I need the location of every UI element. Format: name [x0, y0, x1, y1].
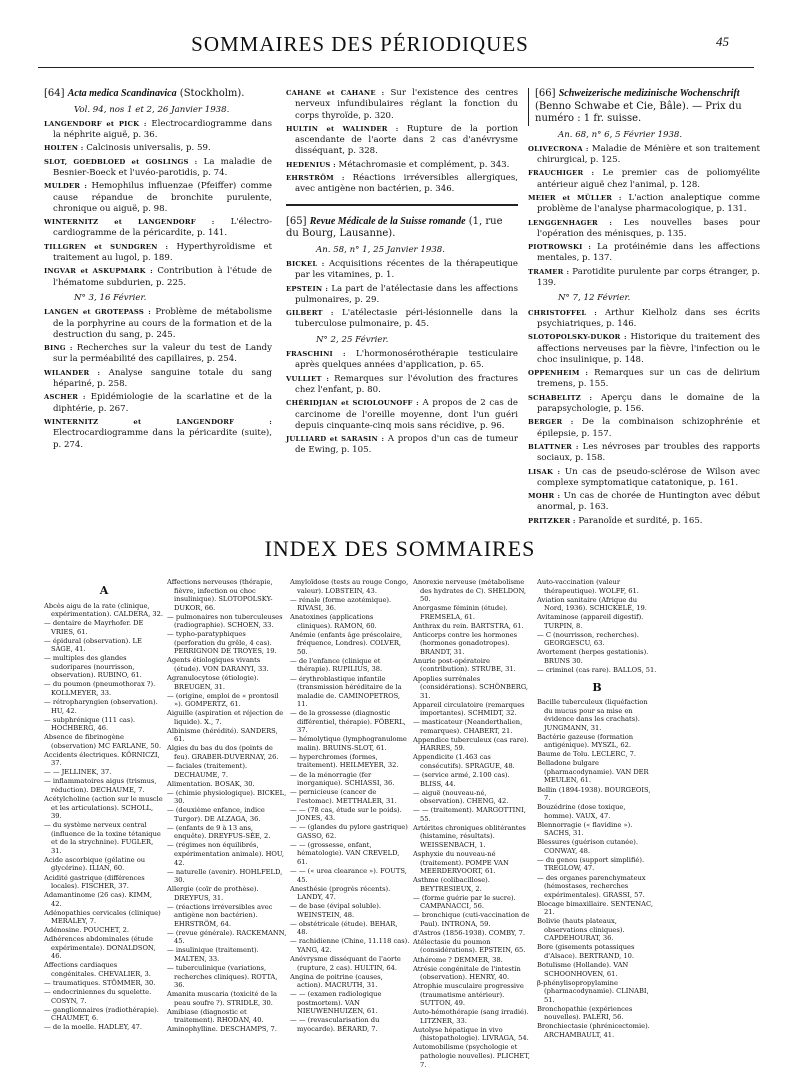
index-entry: Amibiase (diagnostic et traitement). RHODAN, 40.: [167, 1007, 264, 1025]
index-entry: Agents étiologiques vivants (étude). VON DARANYI, 33.: [167, 656, 269, 673]
entry-authors: WINTERNITZ et LANGENDORF :: [44, 417, 272, 426]
index-entry: — pernicieuse (cancer de l'estomac). METTHALER, 31.: [290, 788, 397, 805]
index-entry: Acidité gastrique (différences locales). FISCHER, 37.: [44, 873, 145, 891]
entry-list: [528, 308, 760, 527]
index-column-2: [167, 578, 287, 1034]
entry-text: A propos d'un cas de tumeur de Ewing, p. 105.: [295, 434, 519, 456]
journal-location: (1, rue du Bourg, Lausanne).: [286, 215, 503, 240]
summary-entry: [528, 193, 760, 216]
index-entry: β-phénylisopropylamine (pharmacodynamie). CLINABI, 51.: [537, 978, 649, 1004]
summary-entry: [44, 217, 272, 240]
index-entry: — bronchique (cuti-vaccination de Paul). INTRONA, 59.: [413, 911, 530, 928]
entry-authors: CAHANE et CAHANE :: [286, 89, 385, 97]
index-entry: Atélectasie du poumon (considérations). EPSTEIN, 65.: [413, 937, 526, 955]
entry-authors: SLOTOPOLSKY-DUKOR :: [528, 333, 627, 342]
entry-authors: LANGENDORF et PICK :: [44, 119, 147, 128]
index-entry: — — (grossesse, enfant, hématologie). VAN CREVELD, 61.: [290, 840, 400, 866]
index-entry: — (forme guérie par le sucre). CAMPANACCI, 56.: [413, 893, 516, 911]
summary-entry: [44, 392, 272, 415]
index-entry: Appendicite (1.463 cas consécutifs). SPRAGUE, 48.: [413, 753, 515, 770]
entry-text: Epidémiologie de la scarlatine et de la diphtérie, p. 267.: [53, 392, 272, 414]
index-entry: — typho-paratyphiques (perforation du grêle, 4 cas). PERRIGNON DE TROYES, 19.: [167, 630, 277, 656]
entry-authors: PIOTROWSKI :: [528, 243, 592, 252]
journal-title: Revue Médicale de la Suisse romande: [309, 215, 466, 227]
index-entry: Adamantinome (26 cas). KIMM, 42.: [44, 891, 153, 908]
entry-text: L'hormonosérothérapie testiculaire après quelques années d'application, p. 65.: [295, 349, 518, 371]
summary-entry: [286, 124, 518, 158]
entry-text: L'atélectasie péri-lésionnelle dans la tuberculose pulmonaire, p. 45.: [295, 308, 519, 330]
index-entry: — C (nourrisson, recherches). GEORGESCU, 63.: [537, 630, 639, 648]
index-entry: Baume de Tolu. LECLERC, 7.: [537, 750, 636, 759]
section-number: [66]: [535, 88, 556, 99]
index-entry: — du poumon (pneumothorax ?). KOLLMEYER, 33.: [44, 680, 156, 698]
index-entry: — — (glandes du pylore gastrique) GASSO, 62.: [290, 823, 408, 840]
summary-entry: [286, 173, 518, 196]
journal-title: Schweizerische medizinische Wochenschrift: [558, 88, 740, 99]
issue-line: Vol. 94, nos 1 et 2, 26 Janvier 1938.: [74, 104, 230, 115]
entry-authors: PRITZKER :: [528, 516, 576, 525]
header-rule: [38, 67, 754, 68]
index-entry: — (chimie physiologique). BICKEL, 30.: [167, 788, 287, 806]
entry-authors: HULTIN et WALINDER :: [286, 124, 399, 133]
index-entry: — ganglionnaires (radiothérapie). CHAUMET, 6.: [44, 1005, 159, 1023]
summary-entry: [528, 368, 760, 391]
summary-entry: [286, 284, 518, 307]
index-entry: — obstétricale (étude). BEHAR, 48.: [290, 919, 398, 937]
entry-authors: FRAUCHIGER :: [528, 169, 595, 178]
section-number: [64]: [44, 88, 65, 99]
summary-entry: [44, 242, 272, 265]
entry-authors: SLOT, GOEDBLOED et GOSLINGS :: [44, 157, 198, 166]
entry-text: Calcinosis universalis, p. 59.: [86, 143, 211, 154]
index-entry: — (enfants de 9 à 13 ans, enquête). DREYFUS-SÉE, 2.: [167, 823, 271, 841]
index-entry: — du genou (support simplifié). TREGLOW, 47.: [537, 855, 645, 873]
index-column-4: [413, 578, 533, 1070]
index-entry: — — (traitement). MARGOTTINI, 55.: [413, 806, 526, 823]
entry-text: Hyperthyroïdisme et traitement au lugol, p. 189.: [53, 241, 272, 264]
entry-authors: BICKEL :: [286, 259, 325, 268]
index-entry: Allergie (coïr de prothèse). DREYFUS, 31.: [167, 885, 259, 902]
summary-entry: [44, 143, 272, 154]
entry-authors: BLATTNER :: [528, 442, 579, 451]
summary-entry: [528, 442, 760, 465]
entry-list: [286, 88, 518, 196]
index-entry: — — JELLINEK, 37.: [44, 768, 112, 777]
index-entry: Appendice tuberculeux (cas rare). HARRES, 59.: [413, 735, 529, 753]
entry-authors: HEDENIUS :: [286, 160, 336, 169]
index-entry: Automobilisme (psychologie et pathologie nouvelles). PLICHET, 7.: [413, 1043, 530, 1069]
summary-entry: [528, 218, 760, 241]
index-entry: Avitaminose (appareil digestif). TURPIN, 8.: [537, 613, 644, 630]
index-entry: Anorgasme féminin (étude). FREMSELA, 61.: [413, 604, 508, 621]
entry-text: Contribution à l'étude de l'hématome subdurien, p. 225.: [53, 266, 273, 288]
entry-text: Sur l'existence des centres nerveux infundibulaires réglant la fonction du corps thyroïde, p. 320.: [295, 88, 519, 121]
summary-entry: [528, 491, 760, 514]
journal-title: Acta medica Scandinavica: [67, 88, 177, 99]
summary-entry: [44, 368, 272, 391]
index-entry: — insulinique (traitement). MALTEN, 33.: [167, 946, 259, 964]
summary-entry: [528, 242, 760, 265]
entry-authors: TILLGREN et SUNDGREN :: [44, 242, 169, 251]
index-entry: Amanita muscaria (toxicité de la peau soufre ?). STRIDLE, 30.: [167, 990, 278, 1007]
entry-text: L'électro-cardiogramme de la péricardite, p. 141.: [53, 217, 273, 239]
index-entry: Albinisme (hérédité). SANDERS, 61.: [167, 726, 278, 744]
index-entry: Atrésie congénitale de l'intestin (observation). HENRY, 40.: [413, 964, 521, 982]
entry-authors: HOLTEN :: [44, 144, 84, 153]
index-entry: — (réactions irréversibles avec antigène non bactérien). EHRSTRÖM, 64.: [167, 902, 273, 928]
entry-authors: EPSTEIN :: [286, 284, 329, 293]
index-entry: — de la grossesse (diagnostic différentiel, thérapie). FÖBERL, 37.: [290, 709, 406, 735]
entry-text: Réactions irréversibles allergiques, avec antigène non bactérien, p. 346.: [295, 173, 519, 195]
index-entry: — naturelle (avenir). HOHLFELD, 30.: [167, 867, 283, 885]
issue-line: An. 58, n° 1, 25 Janvier 1938.: [316, 244, 445, 255]
index-entry: Asthme (colibacillose). BEYTRESIEUX, 2.: [413, 876, 490, 893]
index-entry: Anticorps contre les hormones (hormones gonadotropes). BRANDT, 31.: [413, 630, 518, 656]
summary-entry: [528, 168, 760, 191]
summary-entry: [286, 434, 518, 457]
index-entry: Bouzédrine (dose toxique, homme). VAUX, 47.: [537, 803, 626, 820]
summary-entry: [286, 160, 518, 171]
index-entry: — des organes parenchymateux (hémostases, recherches expérimentales). GRASSI, 57.: [537, 873, 646, 899]
index-entry: — faciales (traitement). DECHAUME, 7.: [167, 761, 248, 779]
journal-location: (Benno Schwabe et Cie, Bâle). — Prix du numéro : 1 fr. suisse.: [535, 100, 742, 124]
index-entry: Bore (gisements potassiques d'Alsace). BERTRAND, 10.: [537, 943, 635, 960]
entry-text: Métachromasie et complément, p. 343.: [338, 159, 510, 170]
entry-authors: MULDER :: [44, 182, 88, 191]
summary-entry: [528, 308, 760, 331]
index-entry: Bellin (1894-1938). BOURGEOIS, 7.: [537, 785, 651, 803]
index-entry: Amyloïdose (tests au rouge Congo, valeur). LOBSTEIN, 43.: [290, 578, 409, 595]
summary-column-3: [528, 88, 760, 529]
summary-entry: [286, 374, 518, 397]
index-entry: Botulisme (Hollande). VAN SCHOONHOVEN, 61.: [537, 960, 629, 978]
index-entry: Anatoxines (applications cliniques). RAMON, 60.: [290, 613, 377, 630]
entry-authors: WILANDER :: [44, 368, 101, 377]
index-entry: Anévrysme disséquant de l'aorte (rupture, 2 cas). HULTIN, 64.: [290, 955, 401, 972]
journal-location: (Stockholm).: [179, 88, 245, 99]
summary-entry: [44, 343, 272, 366]
index-entry: Adénopathies cervicales (clinique) MERALEY, 7.: [44, 908, 161, 926]
entry-text: La part de l'atélectasie dans les affections pulmonaires, p. 29.: [295, 283, 518, 305]
entry-authors: LENGGENHAGER :: [528, 218, 613, 227]
entry-text: Parotidite purulente par corps étranger, p. 139.: [537, 266, 760, 289]
summary-entry: [286, 308, 518, 331]
index-entry: — rachidienne (Chine, 11.118 cas). YANG, 42.: [290, 937, 410, 954]
index-entry: Affections cardiaques congénitales. CHEVALIER, 3.: [44, 961, 151, 979]
index-entry: — multiples des glandes sudoripares (nourrisson, observation). RUBINO, 61.: [44, 654, 142, 680]
index-entry: Blocage bimaxillaire. SENTENAC, 21.: [537, 899, 653, 917]
index-entry: — (origine, emploi de « prontosil »). GOMPERTZ, 61.: [167, 691, 279, 709]
summary-entry: [286, 88, 518, 122]
entry-authors: GILBERT :: [286, 309, 334, 318]
entry-authors: LANGEN et GROTEPASS :: [44, 308, 151, 317]
index-entry: Anesthésie (progrès récents). LANDY, 47.: [290, 884, 391, 902]
entry-text: Analyse sanguine totale du sang hépariné, p. 258.: [53, 367, 272, 390]
entry-text: Remarques sur un cas de delirium tremens, p. 155.: [537, 368, 760, 390]
index-entry: Bronchiectasie (phrénicectomie). ARCHAMBAULT, 41.: [537, 1022, 650, 1039]
summary-entry: [44, 181, 272, 215]
summary-entry: [286, 398, 518, 432]
index-entry: Avortement (herpes gestationis). BRUNS 30.: [537, 648, 649, 665]
summary-entry: [44, 157, 272, 180]
index-entry: Appareil circulatoire (remarques importantes). SCHMIDT, 32.: [413, 700, 525, 718]
entry-text: Un cas de pseudo-sclérose de Wilson avec complexe symptomatique catatonique, p. 161.: [537, 466, 760, 488]
index-entry: Belladone bulgare (pharmacodynamie). VAN DER MEULEN, 61.: [537, 759, 649, 785]
index-title: INDEX DES SOMMAIRES: [264, 536, 536, 561]
index-entry: — — (examen radiologique postmortem). VAN NIEUWENHUIZEN, 61.: [290, 990, 382, 1016]
entry-text: Les névroses par troubles des rapports sociaux, p. 158.: [537, 441, 760, 464]
entry-authors: ASCHER :: [44, 393, 86, 402]
index-entry: — — (78 cas, étude sur le poids). JONES, 43.: [290, 805, 402, 823]
index-entry: — inflammatoires aigus (trismus, réduction). DECHAUME, 7.: [44, 777, 157, 795]
index-entry: Auto-hémothérapie (sang irradié). LITZNER, 33.: [413, 1008, 529, 1025]
index-letter: B: [592, 680, 602, 694]
index-entry: Anémie (enfants âge préscolaire, fréquence, Londres). COLVER, 50.: [290, 630, 403, 656]
entry-authors: CHRISTOFFEL :: [528, 308, 597, 317]
index-entry: d'Astros (1856-1938). COMBY, 7.: [413, 928, 526, 937]
summary-column-1: [44, 88, 272, 453]
summary-entry: [44, 119, 272, 142]
entry-text: Recherches sur la valeur du test de Landy sur la perméabilité des capillaires, p. 254.: [53, 343, 272, 365]
entry-text: Rupture de la portion ascendante de l'aorte dans 2 cas d'anévrysme disséquant, p. 328.: [295, 123, 518, 157]
page-title: SOMMAIRES DES PÉRIODIQUES: [191, 32, 529, 56]
page-number: 45: [716, 34, 729, 49]
index-entry: — — (revascularisation du myocarde). BÉRARD, 7.: [290, 1016, 380, 1033]
entry-text: Problème de métabolisme de la porphyrine au cours de la formation et de la destruction du sang, p. 245.: [53, 307, 272, 340]
entry-authors: OLIVECRONA :: [528, 144, 589, 153]
summary-entry: [528, 417, 760, 440]
index-entry: — (régimes non équilibrés, expérimentation animale). HOU, 42.: [167, 841, 285, 867]
index-entry: — de base (évipal soluble). WEINSTEIN, 48.: [290, 902, 381, 919]
issue-line: N° 3, 16 Février.: [74, 292, 147, 303]
index-entry: — (deuxième enfance, indice Turgor). DE ALZAGA, 36.: [167, 806, 265, 823]
entry-authors: OPPENHEIM :: [528, 369, 589, 378]
entry-text: Hemophilus influenzae (Pfeiffer) comme cause répandue de bronchite purulente, chronique ou aiguë, p. 98.: [53, 181, 273, 214]
index-entry: — — (« urea clearance »). FOUTS, 45.: [290, 867, 407, 884]
index-entry: Atrophie musculaire progressive (traumatisme antérieur). SUTTON, 49.: [413, 982, 524, 1008]
index-entry: Bactérie gazeuse (formation antigénique). MYSZL, 62.: [537, 732, 634, 750]
index-entry: — hyperchromes (formes, traitement). HEILMEYER, 32.: [290, 752, 399, 770]
entry-authors: MOHR :: [528, 492, 561, 501]
entry-authors: INGVAR et ASKUPMARK :: [44, 267, 153, 276]
index-entry: — masticateur (Neanderthalien, remarques). CHABERT, 21.: [413, 718, 523, 735]
index-entry: Aminophylline. DESCHAMPS, 7.: [167, 1025, 277, 1034]
summary-column-2: [286, 88, 518, 459]
summary-entry: [44, 417, 272, 451]
index-entry: — rétropharyngien (observation). HU, 42.: [44, 698, 158, 715]
entry-text: De la combinaison schizophrénie et épilepsie, p. 157.: [537, 417, 761, 439]
entry-text: A propos de 2 cas de carcinome de l'oreille moyenne, dont l'un guéri depuis cinquante-cinq mois sans récidive, p. 96.: [295, 398, 519, 431]
entry-text: Aperçu dans le domaine de la parapsychologie, p. 156.: [537, 392, 761, 415]
index-column-1: [44, 578, 164, 1032]
entry-authors: TRAMER :: [528, 267, 570, 276]
index-entry: Bronchopathie (expériences nouvelles). PALERI, 56.: [537, 1004, 633, 1022]
issue-line: N° 2, 25 Février.: [316, 334, 389, 345]
entry-authors: BERGER :: [528, 418, 574, 427]
entry-text: L'action analeptique comme problème de l'analyse pharmacologique, p. 131.: [537, 192, 760, 215]
index-entry: — pulmonaires non tuberculeuses (radiographie). SCHOEN, 33.: [167, 612, 283, 630]
index-entry: — érythroblastique infantile (transmission héréditaire de la maladie de. CAMINOPETROS, 11.: [290, 674, 402, 709]
index-entry: — traumatiques. STÖMMER, 30.: [44, 979, 156, 988]
index-entry: Aviation sanitaire (Afrique du Nord, 1936). SCHICKELÉ, 19.: [537, 595, 647, 613]
index-column-3: [290, 578, 410, 1034]
index-entry: Anurie post-opératoire (contribution). STRUBE, 31.: [413, 656, 516, 674]
index-entry: Autolyse hépatique in vivo (histopathologie). LIVRAGA, 54.: [413, 1025, 529, 1043]
index-entry: — endocriniennes du squelette. COSYN, 7.: [44, 988, 152, 1005]
index-entry: Agranulocytose (étiologie). BREUGEN, 31.: [167, 674, 259, 691]
entry-text: Remarques sur l'évolution des fractures chez l'enfant, p. 80.: [295, 373, 518, 395]
index-entry: Anorexie nerveuse (métabolisme des hydrates de C). SHELDON, 50.: [413, 578, 527, 604]
index-entry: Acide ascorbique (gélatine ou glycérine). ILIAN, 60.: [44, 855, 146, 873]
index-entry: — tuberculinique (variations, recherches cliniques). ROTTA, 36.: [167, 964, 278, 990]
entry-list: [528, 144, 760, 290]
summary-entry: [528, 144, 760, 167]
summary-entry: [528, 267, 760, 290]
entry-text: Paranoïde et surdité, p. 165.: [578, 515, 703, 526]
index-entry: — de la moelle. HADLEY, 47.: [44, 1023, 143, 1032]
index-entry: — dentaire de Mayrhofer. DE VRIES, 61.: [44, 619, 144, 636]
index-entry: Blessures (guérison cutanée). CONWAY, 48.: [537, 838, 638, 855]
index-entry: — rénale (forme azotémique). RIVASI, 36.: [290, 595, 392, 613]
entry-list: [44, 119, 272, 289]
entry-text: Historique du traitement des affections nerveuses par la fièvre, l'infection ou le choc insulinique, p. 148.: [537, 332, 760, 365]
index-entry: — (revue générale). RACKEMANN, 45.: [167, 928, 287, 946]
entry-authors: LISAK :: [528, 467, 561, 476]
section-heading-64: [44, 88, 272, 101]
section-divider: [286, 204, 518, 206]
entry-text: Les nouvelles bases pour l'opération des ménisques, p. 135.: [537, 217, 760, 239]
index-entry: Affections nerveuses (thérapie, fièvre, infection ou choc insulinique). SLOTOPOLSKY-DUKOR, 66.: [167, 578, 273, 612]
index-entry: Algies du bas du dos (points de feu). GRABER-DUVERNAY, 26.: [167, 744, 279, 761]
index-entry: Artérites chroniques oblitérantes (histamine, résultats). WEISSENBACH, 1.: [413, 823, 526, 849]
page-header: [0, 0, 800, 70]
index-entry: Adhérences abdominales (étude expérimentale). DONALDSON, 46.: [44, 935, 156, 961]
index-entry: Abcès aigu de la rate (clinique, expérimentation). CALDERA, 32.: [44, 601, 163, 619]
index-entry: Blennorragie (« flavidine »). SACHS, 31.: [537, 820, 633, 838]
entry-authors: JULLIARD et SARASIN :: [286, 435, 385, 444]
index-entry: Anthrax du rein. BARTSTRA, 61.: [413, 621, 524, 630]
section-number: [65]: [286, 215, 307, 227]
index-entry: Bolivie (hauts plateaux, observations cliniques). CAPDEHOURAT, 36.: [537, 917, 625, 943]
summary-entry: [44, 307, 272, 341]
summary-entry: [528, 516, 760, 527]
summary-entry: [44, 266, 272, 289]
summary-entry: [528, 332, 760, 366]
entry-list: [286, 349, 518, 457]
index-column-5: [537, 578, 657, 1040]
summary-entry: [528, 393, 760, 416]
entry-list: [286, 259, 518, 331]
entry-text: Acquisitions récentes de la thérapeutique par les vitamines, p. 1.: [295, 258, 519, 281]
index-entry: Adénosine. POUCHET, 2.: [44, 926, 130, 935]
entry-authors: MEIER et MÜLLER :: [528, 193, 622, 202]
index-entry: — de la ménorragie (fer inorganique). SCHIASSI, 36.: [290, 770, 395, 788]
summary-entry: [286, 349, 518, 372]
entry-text: Le premier cas de poliomyélite antérieur aiguë chez l'animal, p. 128.: [537, 168, 760, 190]
entry-authors: FRASCHINI :: [286, 350, 346, 359]
index-entry: — hémolytique (lymphogranulome malin). BRUINS-SLOT, 61.: [290, 735, 407, 752]
summary-entry: [286, 259, 518, 282]
section-heading-65: [286, 216, 518, 241]
entry-text: Un cas de chorée de Huntington avec début anormal, p. 163.: [537, 491, 761, 513]
entry-text: La protéinémie dans les affections mentales, p. 137.: [537, 242, 760, 264]
index-entry: — de l'enfance (clinique et thérapie). RUPILIUS, 38.: [290, 656, 383, 674]
entry-authors: SCHABELITZ :: [528, 393, 593, 402]
entry-text: Electrocardiogramme dans la péricardite (suite), p. 274.: [53, 428, 272, 450]
index-entry: Bacille tuberculeux (liquéfaction du mucus pour sa mise en évidence dans les crachats). JUNGMANN, 31.: [537, 698, 648, 732]
index-entry: Absence de fibrinogène (observation) MC FARLANE, 50.: [44, 733, 162, 750]
summary-entry: [528, 467, 760, 490]
index-entry: Athérome ? DEMMER, 38.: [413, 955, 503, 964]
index-entry: Auto-vaccination (valeur thérapeutique). WOLFF, 61.: [537, 578, 639, 595]
index-entry: Acétylcholine (action sur le muscle et les articulations). SCHOLL, 39.: [44, 795, 163, 821]
entry-text: Electrocardiogramme dans la néphrite aiguë, p. 36.: [53, 118, 273, 141]
section-heading-66: [528, 88, 760, 126]
entry-text: Maladie de Ménière et son traitement chirurgical, p. 125.: [537, 143, 760, 166]
index-entry: Apoplies surrénales (considérations). SCHÖNBERG, 31.: [413, 674, 529, 700]
index-entry: — criminel (cas rare). BALLOS, 51.: [537, 665, 657, 674]
entry-list: [44, 307, 272, 451]
entry-text: Arthur Kielholz dans ses écrits psychiatriques, p. 146.: [537, 307, 760, 329]
entry-text: La maladie de Besnier-Boeck et l'uvéo-parotidis, p. 74.: [53, 156, 272, 178]
index-entry: Alimentation. BOSAK, 30.: [167, 779, 255, 788]
entry-authors: CHÉRIDJIAN et SCIOLOUNOFF :: [286, 399, 419, 408]
entry-authors: VULLIET :: [286, 374, 330, 383]
index-entry: — (service armé, 2.100 cas). BLISS, 44.: [413, 771, 510, 788]
issue-line: An. 68, n° 6, 5 Février 1938.: [558, 129, 683, 140]
index-entry: Accidents électriques. KÖRNICZI, 37.: [44, 750, 160, 768]
index-entry: Aiguille (aspiration et réjection de liquide). X., 7.: [167, 709, 284, 726]
index-entry: — du système nerveux central (influence de la toxine tétanique et de la strychnine). FUGLER, 31.: [44, 821, 161, 855]
index-entry: Angina de poitrine (causes, action). MACRUTH, 31.: [290, 972, 383, 990]
index-entry: — subphrénique (111 cas). HOCHBERG, 46.: [44, 715, 136, 733]
entry-authors: WINTERNITZ et LANGENDORF :: [44, 218, 215, 227]
issue-line: N° 7, 12 Février.: [558, 293, 631, 304]
index-entry: Asphyxie du nouveau-né (traitement). POMPE VAN MEERDERVOORT, 61.: [413, 849, 509, 876]
index-letter: A: [99, 584, 109, 597]
index-entry: — épidural (observation). LE SAGE, 41.: [44, 636, 142, 654]
entry-authors: EHRSTRÖM :: [286, 174, 345, 183]
index-entry: — aiguë (nouveau-né, observation). CHENG, 42.: [413, 788, 509, 806]
entry-authors: BING :: [44, 344, 73, 353]
